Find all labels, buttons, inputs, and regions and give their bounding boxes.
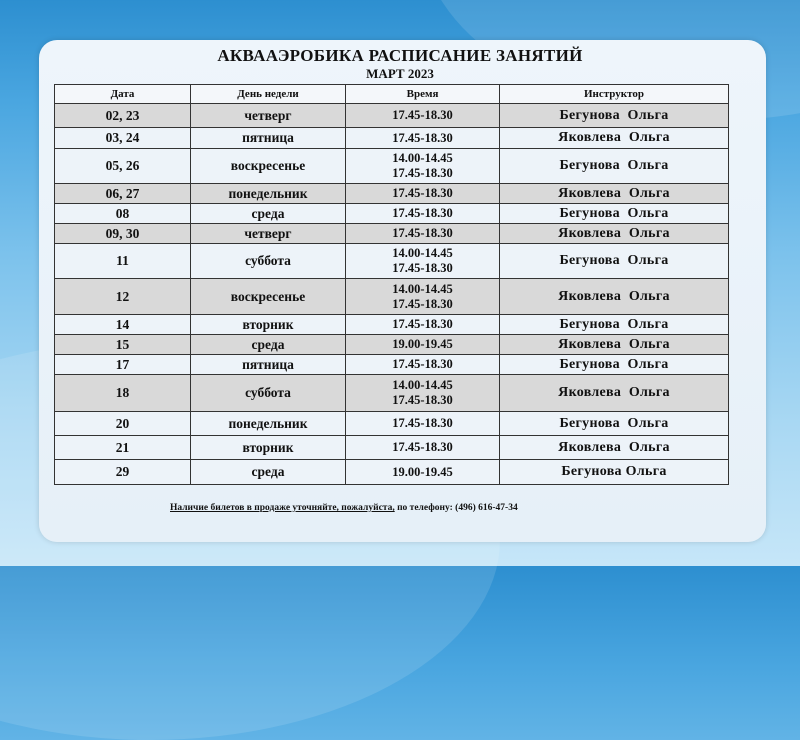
cell-instructor: Бегунова Ольга xyxy=(500,355,729,375)
cell-day: четверг xyxy=(191,104,346,128)
cell-day: вторник xyxy=(191,436,346,460)
table-row xyxy=(55,460,729,485)
cell-instructor: Яковлева Ольга xyxy=(500,335,729,355)
cell-date: 18 xyxy=(55,375,191,412)
cell-instructor: Бегунова Ольга xyxy=(500,315,729,335)
cell-day: суббота xyxy=(191,375,346,412)
time-slot: 14.00-14.45 xyxy=(392,281,453,296)
time-slot: 17.45-18.30 xyxy=(392,108,453,122)
table-row xyxy=(55,244,729,279)
cell-time xyxy=(346,315,500,335)
column-header-date: Дата xyxy=(55,85,191,104)
time-slot: 17.45-18.30 xyxy=(392,226,453,240)
cell-instructor: Бегунова Ольга xyxy=(500,244,729,279)
cell-time xyxy=(346,244,500,279)
cell-date: 03, 24 xyxy=(55,128,191,149)
column-header-day: День недели xyxy=(191,85,346,104)
cell-time xyxy=(346,149,500,184)
cell-date: 08 xyxy=(55,204,191,224)
table-row xyxy=(55,184,729,204)
cell-day: понедельник xyxy=(191,412,346,436)
schedule-table xyxy=(54,84,729,485)
time-slot: 17.45-18.30 xyxy=(392,166,453,180)
time-slot: 14.00-14.45 xyxy=(392,151,453,165)
cell-date: 15 xyxy=(55,335,191,355)
footer-note-text: Наличие билетов в продаже уточняйте, пожалуйста, xyxy=(170,503,395,513)
cell-instructor: Яковлева Ольга xyxy=(500,128,729,149)
cell-day: воскресенье xyxy=(191,279,346,315)
cell-time xyxy=(346,436,500,460)
cell-instructor: Бегунова Ольга xyxy=(500,104,729,128)
cell-instructor: Яковлева Ольга xyxy=(500,279,729,315)
cell-time xyxy=(346,412,500,436)
table-row xyxy=(55,355,729,375)
time-slot: 17.45-18.30 xyxy=(392,186,453,200)
table-row xyxy=(55,128,729,149)
footer-note xyxy=(170,503,518,513)
column-header-time: Время xyxy=(346,85,500,104)
cell-day: пятница xyxy=(191,355,346,375)
time-slot: 19.00-19.45 xyxy=(392,337,453,351)
table-row xyxy=(55,224,729,244)
cell-time xyxy=(346,355,500,375)
table-row xyxy=(55,279,729,315)
cell-instructor: Бегунова Ольга xyxy=(500,460,729,485)
cell-date: 17 xyxy=(55,355,191,375)
cell-day: среда xyxy=(191,460,346,485)
cell-day: среда xyxy=(191,204,346,224)
time-slot: 17.45-18.30 xyxy=(392,130,453,145)
page-subtitle: МАРТ 2023 xyxy=(366,66,434,81)
footer-phone: по телефону: (496) 616-47-34 xyxy=(394,503,518,513)
time-slot: 14.00-14.45 xyxy=(392,378,453,392)
table-row xyxy=(55,412,729,436)
cell-date: 29 xyxy=(55,460,191,485)
time-slot: 17.45-18.30 xyxy=(392,261,453,275)
table-row xyxy=(55,104,729,128)
cell-time xyxy=(346,104,500,128)
page-title: АКВААЭРОБИКА РАСПИСАНИЕ ЗАНЯТИЙ xyxy=(217,46,583,65)
cell-instructor: Бегунова Ольга xyxy=(500,204,729,224)
time-slot: 17.45-18.30 xyxy=(392,416,453,430)
cell-date: 14 xyxy=(55,315,191,335)
cell-date: 02, 23 xyxy=(55,104,191,128)
cell-day: воскресенье xyxy=(191,149,346,184)
time-slot: 17.45-18.30 xyxy=(392,206,453,220)
time-slot: 19.00-19.45 xyxy=(392,464,453,479)
cell-instructor: Яковлева Ольга xyxy=(500,184,729,204)
time-slot: 17.45-18.30 xyxy=(392,317,453,331)
cell-time xyxy=(346,460,500,485)
cell-time xyxy=(346,184,500,204)
table-row xyxy=(55,315,729,335)
time-slot: 17.45-18.30 xyxy=(392,296,453,311)
cell-date: 06, 27 xyxy=(55,184,191,204)
table-row xyxy=(55,436,729,460)
cell-time xyxy=(346,375,500,412)
cell-day: суббота xyxy=(191,244,346,279)
table-row xyxy=(55,375,729,412)
table-row xyxy=(55,335,729,355)
cell-date: 11 xyxy=(55,244,191,279)
cell-instructor: Яковлева Ольга xyxy=(500,375,729,412)
cell-day: понедельник xyxy=(191,184,346,204)
time-slot: 17.45-18.30 xyxy=(392,357,453,371)
cell-instructor: Бегунова Ольга xyxy=(500,149,729,184)
cell-date: 20 xyxy=(55,412,191,436)
time-slot: 17.45-18.30 xyxy=(392,440,453,454)
cell-time xyxy=(346,335,500,355)
column-header-instructor: Инструктор xyxy=(500,85,729,104)
cell-day: пятница xyxy=(191,128,346,149)
cell-instructor: Яковлева Ольга xyxy=(500,224,729,244)
cell-day: вторник xyxy=(191,315,346,335)
cell-time xyxy=(346,204,500,224)
cell-day: четверг xyxy=(191,224,346,244)
time-slot: 14.00-14.45 xyxy=(392,246,453,260)
table-row xyxy=(55,204,729,224)
table-header-row xyxy=(55,85,729,104)
cell-instructor: Бегунова Ольга xyxy=(500,412,729,436)
cell-date: 05, 26 xyxy=(55,149,191,184)
cell-date: 09, 30 xyxy=(55,224,191,244)
cell-time xyxy=(346,128,500,149)
cell-day: среда xyxy=(191,335,346,355)
time-slot: 17.45-18.30 xyxy=(392,393,453,407)
cell-time xyxy=(346,224,500,244)
table-row xyxy=(55,149,729,184)
cell-time xyxy=(346,279,500,315)
cell-instructor: Яковлева Ольга xyxy=(500,436,729,460)
cell-date: 12 xyxy=(55,279,191,315)
cell-date: 21 xyxy=(55,436,191,460)
